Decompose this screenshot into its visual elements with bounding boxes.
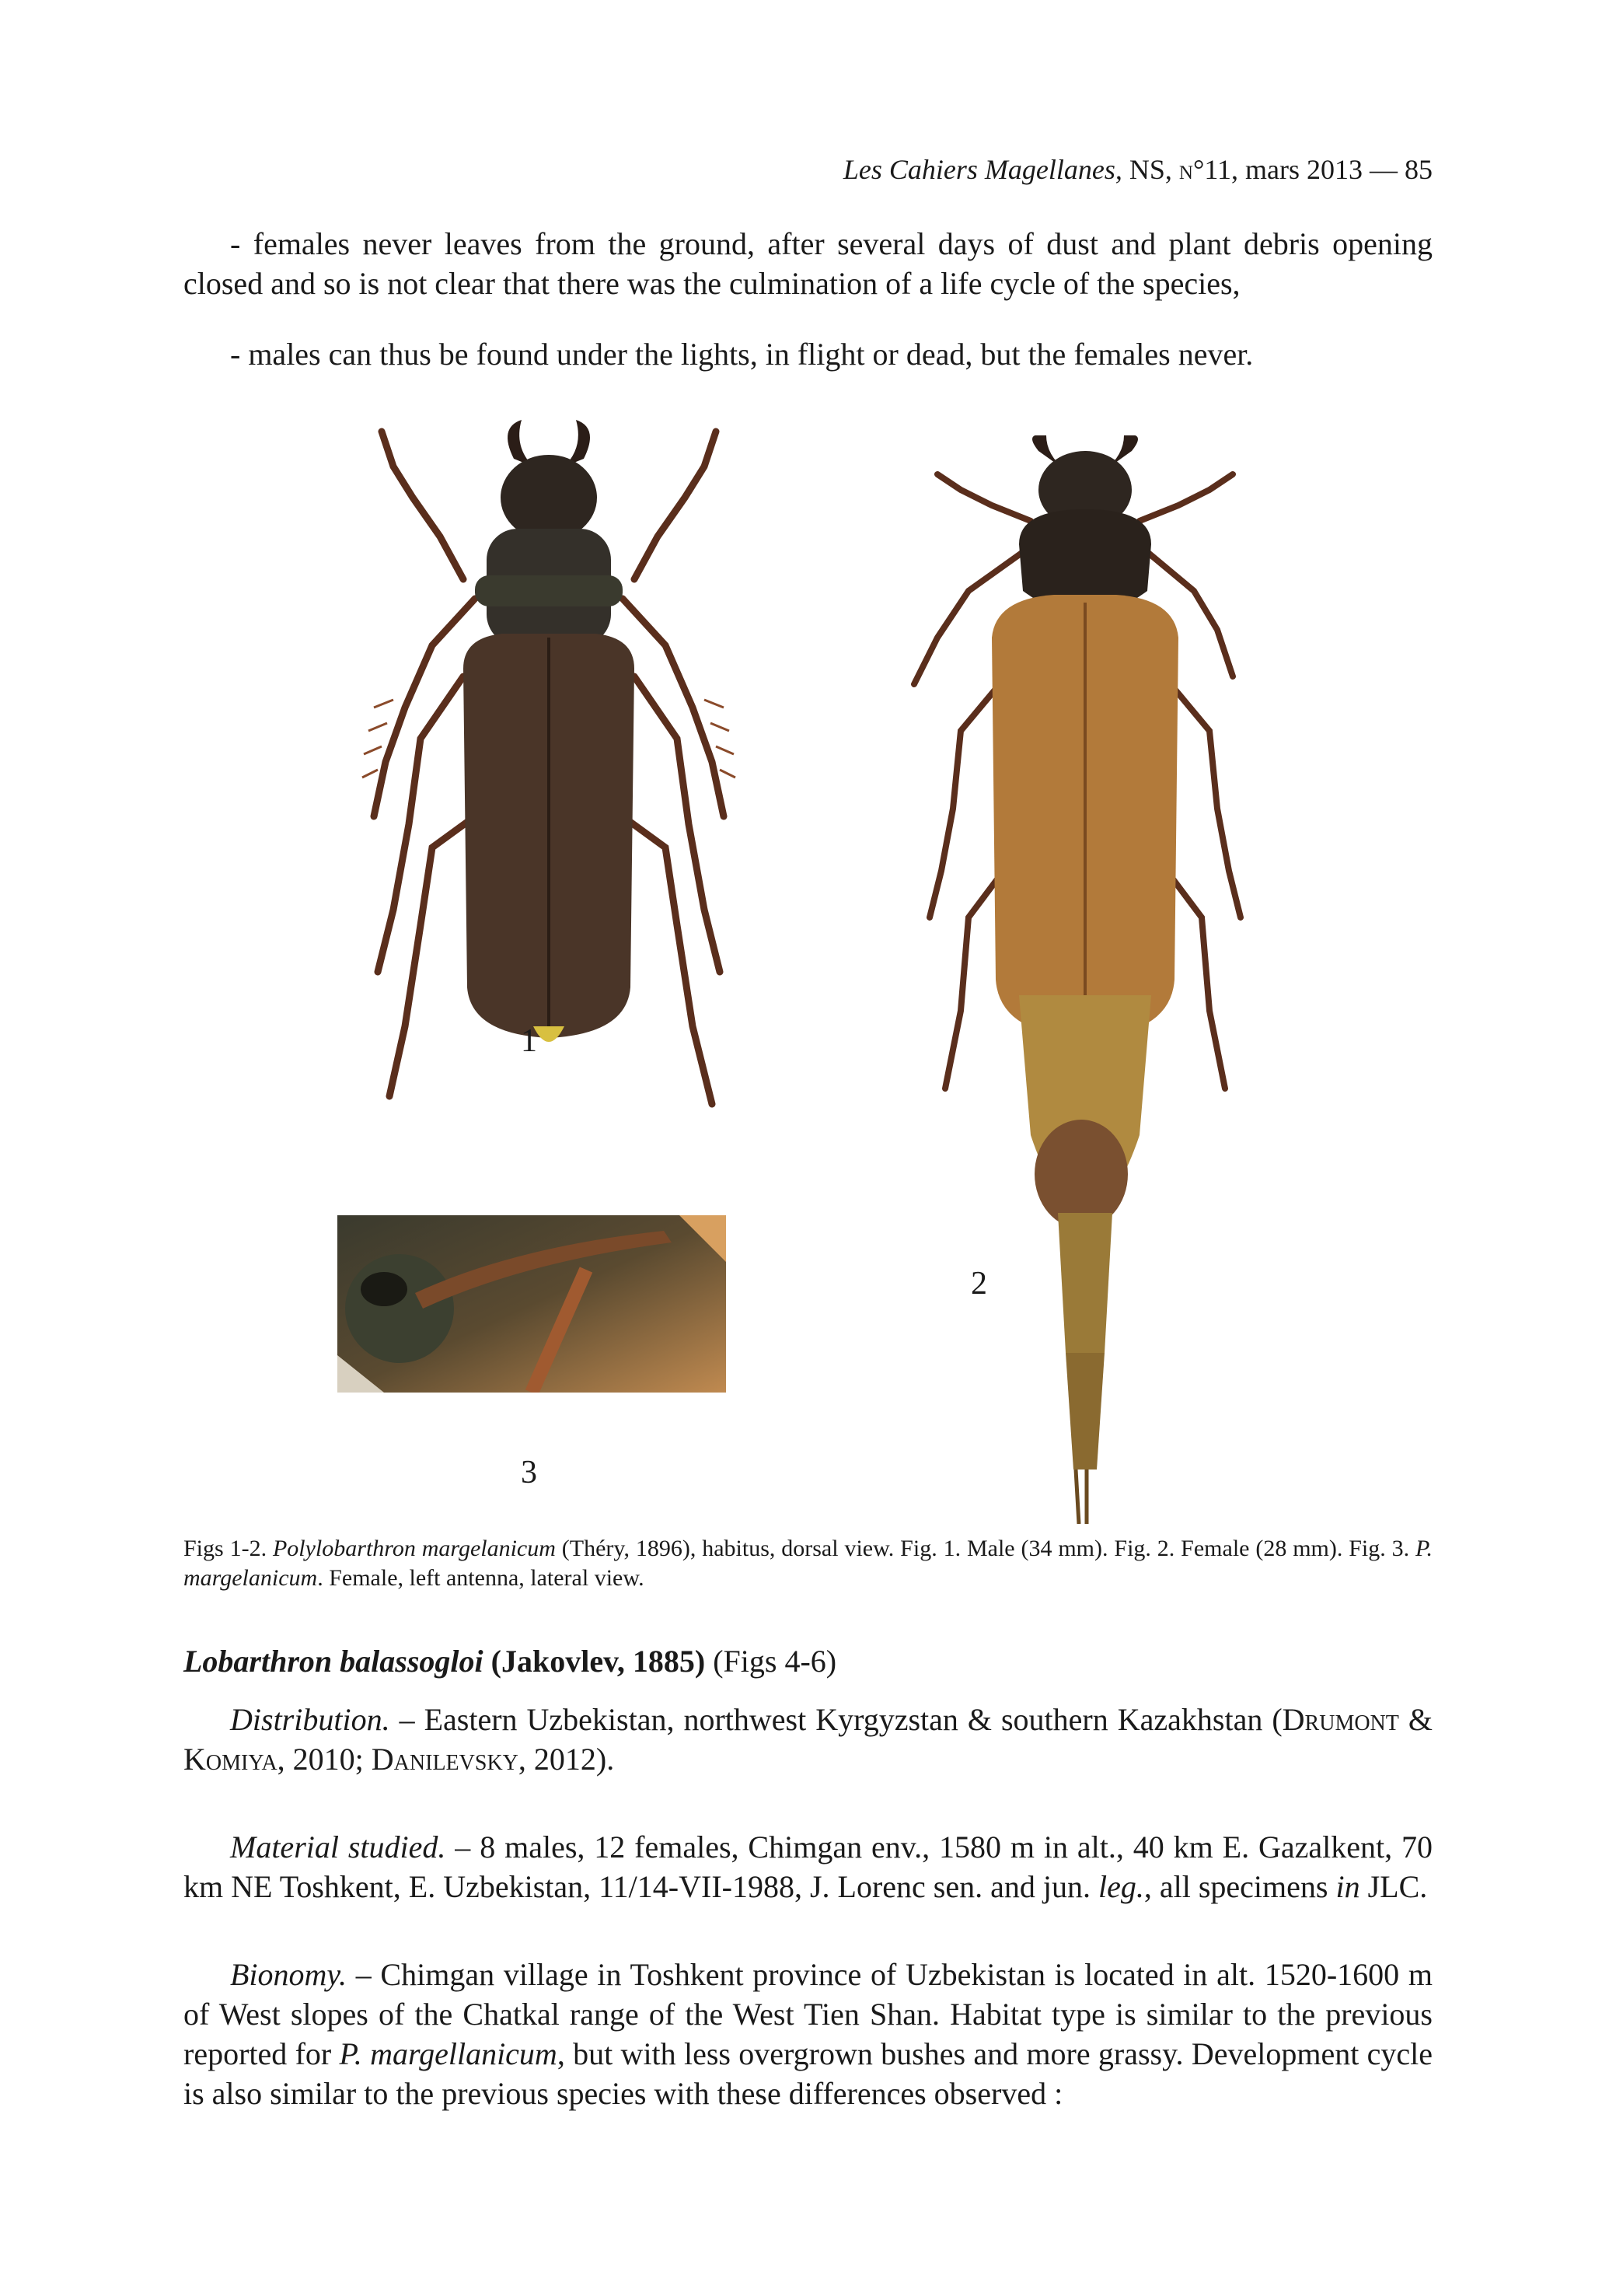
caption-species: Polylobarthron margelanicum bbox=[272, 1536, 556, 1561]
figure-1-label: 1 bbox=[521, 1023, 537, 1059]
issue-no: n° bbox=[1178, 154, 1205, 185]
paragraph-distribution: Distribution. – Eastern Uzbekistan, northwest Kyrgyzstan & southern Kazakhstan (Drumont & Komiya, 2010; Danilevsky, 2012). bbox=[183, 1702, 1433, 1777]
figure-plate bbox=[183, 404, 1433, 1539]
figure-2-female-habitus bbox=[883, 435, 1287, 1539]
figure-1-male-habitus bbox=[347, 412, 751, 1127]
bionomy-label: Bionomy. bbox=[230, 1957, 347, 1992]
series: NS, bbox=[1122, 154, 1179, 185]
caption-figs-label: Figs 1-2. bbox=[183, 1536, 273, 1561]
paragraph-females: - females never leaves from the ground, after several days of dust and plant debris opening closed and so is not clear that there was the culmination of a life cycle of the species, bbox=[183, 226, 1433, 301]
journal-title: Les Cahiers Magellanes, bbox=[843, 154, 1122, 185]
caption-species-short: P. margelanicum bbox=[183, 1536, 1433, 1591]
issue-and-page: 11, mars 2013 — 85 bbox=[1204, 154, 1433, 185]
figure-3-label: 3 bbox=[521, 1455, 537, 1490]
distribution-label: Distribution. bbox=[230, 1702, 390, 1737]
caption-text-1: (Théry, 1896), habitus, dorsal view. Fig. 1. Male (34 mm). Fig. 2. Female (28 mm). Fig. 3. bbox=[555, 1536, 1416, 1561]
section-species: Lobarthron balassogloi bbox=[183, 1644, 483, 1679]
caption-text-2: . Female, left antenna, lateral view. bbox=[317, 1565, 644, 1591]
paragraph-material: Material studied. – 8 males, 12 females, Chimgan env., 1580 m in alt., 40 km E. Gazalkent, 70 km NE Toshkent, E. Uzbekistan, 11/14-VII-1988, J. Lorenc sen. and jun. leg., all specimens in JLC. bbox=[183, 1829, 1433, 1904]
material-label: Material studied. bbox=[230, 1829, 446, 1864]
figure-3-antenna-lateral bbox=[337, 1215, 726, 1393]
figure-caption bbox=[183, 1534, 1433, 1593]
paragraph-males: - males can thus be found under the lights, in flight or dead, but the females never. bbox=[230, 337, 1254, 372]
section-figs: (Figs 4-6) bbox=[705, 1644, 837, 1679]
section-author: (Jakovlev, 1885) bbox=[483, 1644, 706, 1679]
section-heading bbox=[183, 1642, 836, 1681]
running-head bbox=[843, 152, 1433, 187]
paragraph-bionomy: Bionomy. – Chimgan village in Toshkent province of Uzbekistan is located in alt. 1520-1600 m of West slopes of the Chatkal range of the West Tien Shan. Habitat type is similar to the previous reported for P. margellanicum, but with less overgrown bushes and more grassy. Development cycle is also similar to the previous species with these differences observed : bbox=[183, 1957, 1433, 2111]
figure-2-label: 2 bbox=[971, 1266, 987, 1302]
